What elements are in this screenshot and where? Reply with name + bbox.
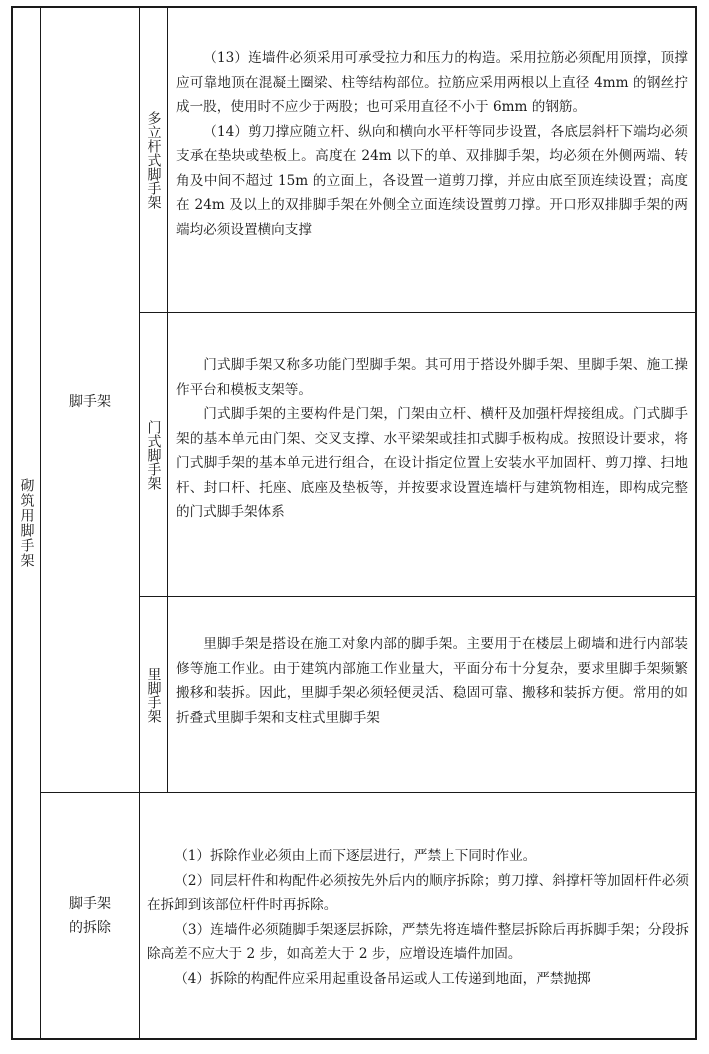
- paragraph: （13）连墙件必须采用可承受拉力和压力的构造。采用拉筋必须配用顶撑，顶撑应可靠地顶在混凝土圈梁、柱等结构部位。拉筋应采用两根以上直径 4mm 的钢丝拧成一股，使用时不应少于两股；也可采用直径不小于 6mm 的钢筋。: [176, 50, 688, 115]
- paragraph: 里脚手架是搭设在施工对象内部的脚手架。主要用于在楼层上砌墙和进行内部装修等施工作业。由于建筑内部施工作业量大，平面分布十分复杂，要求里脚手架频繁搬移和装拆。因此，里脚手架必须轻便灵活、稳固可靠、搬移和装拆方便。常用的如折叠式里脚手架和支柱式里脚手架: [176, 636, 688, 726]
- group-label: 脚手架: [69, 394, 111, 410]
- row-divider-2: [139, 596, 696, 597]
- removal-content: [147, 844, 689, 991]
- row-divider-3: [40, 792, 696, 793]
- removal-label: [41, 892, 139, 940]
- section-content: [176, 353, 688, 525]
- section-type-label: [140, 597, 167, 792]
- paragraph: （1）拆除作业必须由上而下逐层进行，严禁上下同时作业。: [174, 848, 537, 864]
- removal-label-line: 脚手架: [69, 896, 111, 912]
- paragraph: （2）同层杆件和构配件必须按先外后内的顺序拆除；剪刀撑、斜撑杆等加固杆件必须在拆卸到该部位杆件时再拆除。: [147, 872, 689, 913]
- paragraph: 门式脚手架的主要构件是门架，门架由立杆、横杆及加强杆焊接组成。门式脚手架的基本单元由门架、交叉支撑、水平梁架或挂扣式脚手板构成。按照设计要求，将门式脚手架的基本单元进行组合，在设计指定位置上安装水平加固杆、剪刀撑、扫地杆、封口杆、托座、底座及垫板等，并按要求设置连墙杆与建筑物相连，即构成完整的门式脚手架体系: [176, 406, 688, 520]
- section-content: [176, 46, 688, 242]
- paragraph: （3）连墙件必须随脚手架逐层拆除，严禁先将连墙件整层拆除后再拆脚手架；分段拆除高差不应大于 2 步，如高差大于 2 步，应增设连墙件加固。: [147, 921, 689, 962]
- section-content: [176, 632, 688, 730]
- removal-label-line: 的拆除: [69, 920, 111, 936]
- paragraph: （14）剪刀撑应随立杆、纵向和横向水平杆等同步设置，各底层斜杆下端均必须支承在垫块或垫板上。高度在 24m 以下的单、双排脚手架，均必须在外侧两端、转角及中间不超过 15m 的立面上，各设置一道剪刀撑，并应由底至顶连续设置；高度在 24m 及以上的双排脚手架在外侧全立面连续设置剪刀撑。开口形双排脚手架的两端均必须设置横向支撑: [176, 123, 688, 238]
- section-type-label: [140, 313, 167, 596]
- column-divider-1: [40, 7, 41, 1039]
- section-type-text: 门式脚手架: [145, 419, 162, 490]
- category-label: [13, 7, 40, 1039]
- section-type-label: [140, 7, 167, 312]
- category-text: 砌筑用脚手架: [18, 478, 35, 568]
- paragraph: 门式脚手架又称多功能门型脚手架。其可用于搭设外脚手架、里脚手架、施工操作平台和模板支架等。: [176, 357, 688, 398]
- section-type-text: 里脚手架: [145, 666, 162, 723]
- paragraph: （4）拆除的构配件应采用起重设备吊运或人工传递到地面，严禁抛掷: [174, 970, 591, 987]
- column-divider-3: [167, 7, 168, 792]
- row-divider-1: [139, 312, 696, 313]
- section-type-text: 多立杆式脚手架: [145, 110, 162, 209]
